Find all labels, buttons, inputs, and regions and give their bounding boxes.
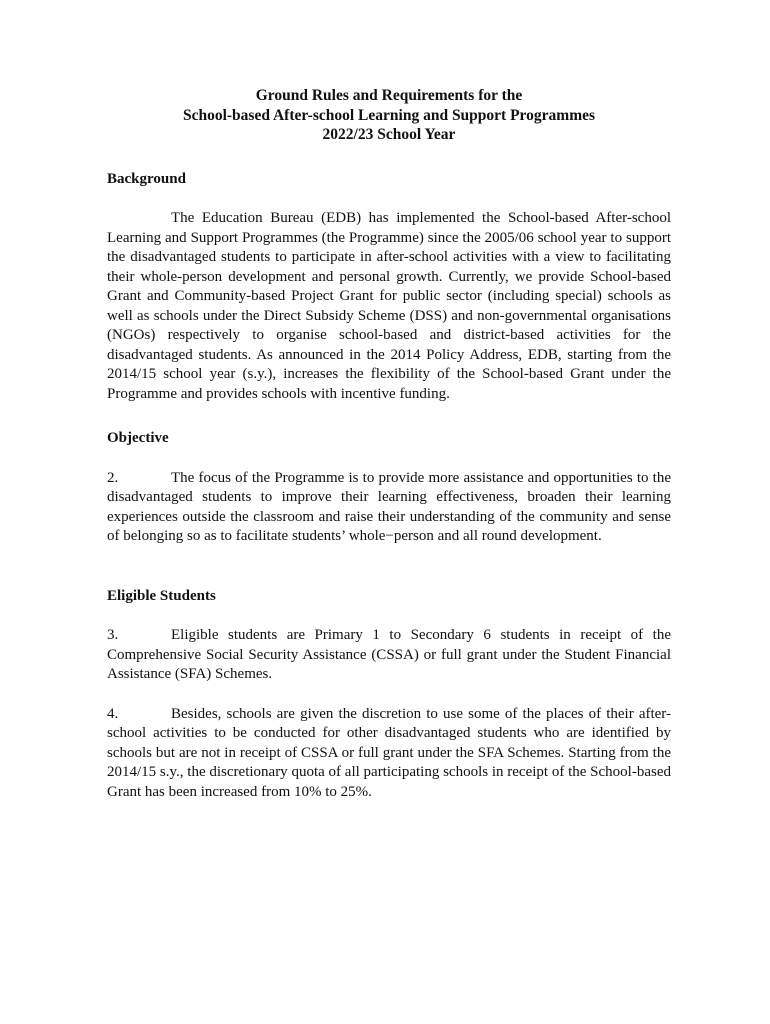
background-paragraph: The Education Bureau (EDB) has implemented the School-based After-school Learning and Support Programmes (the Programme) since the 2005/06 school year to support the disadvantaged students to participate in after-school activities with a view to facilitating their whole-person development and personal growth. Currently, we provide School-based Grant and Community-based Project Grant for public sector (including special) schools as well as schools under the Direct Subsidy Scheme (DSS) and non-governmental organisations (NGOs) respectively to organise school-based and district-based activities for the disadvantaged students. As announced in the 2014 Policy Address, EDB, starting from the 2014/15 school year (s.y.), increases the flexibility of the School-based Grant under the Programme and provides schools with incentive funding. — [107, 210, 671, 402]
objective-text: The focus of the Programme is to provide more assistance and opportunities to the disadvantaged students to improve their learning effectiveness, broaden their learning experiences outside the classroom and raise their understanding of the community and sense of belonging so as to facilitate students’ whole−person and all round development. — [107, 469, 671, 544]
eligible-text-3: Eligible students are Primary 1 to Secondary 6 students in receipt of the Comprehensive Social Security Assistance (CSSA) or full grant under the Student Financial Assistance (SFA) Schemes. — [107, 627, 671, 682]
document-title — [87, 86, 691, 145]
eligible-text-4: Besides, schools are given the discretion to use some of the places of their after-school activities to be conducted for other disadvantaged students who are identified by schools but are not in receipt of CSSA or full grant under the SFA Schemes. Starting from the 2014/15 s.y., the discretionary quota of all participating schools in receipt of the School-based Grant has been increased from 10% to 25%. — [107, 705, 671, 800]
paragraph-number-4: 4. — [107, 705, 119, 722]
title-line-2: School-based After-school Learning and Support Programmes — [182, 106, 596, 124]
title-line-1: Ground Rules and Requirements for the — [255, 87, 523, 104]
paragraph-number-3: 3. — [107, 627, 119, 643]
title-line-3: 2022/23 School Year — [322, 126, 456, 143]
objective-heading: Objective — [107, 430, 169, 446]
document-page — [107, 86, 671, 802]
objective-paragraph — [107, 469, 671, 547]
eligible-students-heading: Eligible Students — [107, 587, 216, 604]
eligible-paragraph-3 — [107, 626, 671, 685]
background-heading: Background — [107, 170, 186, 187]
eligible-paragraph-4 — [107, 705, 671, 803]
paragraph-number-2: 2. — [107, 469, 119, 486]
